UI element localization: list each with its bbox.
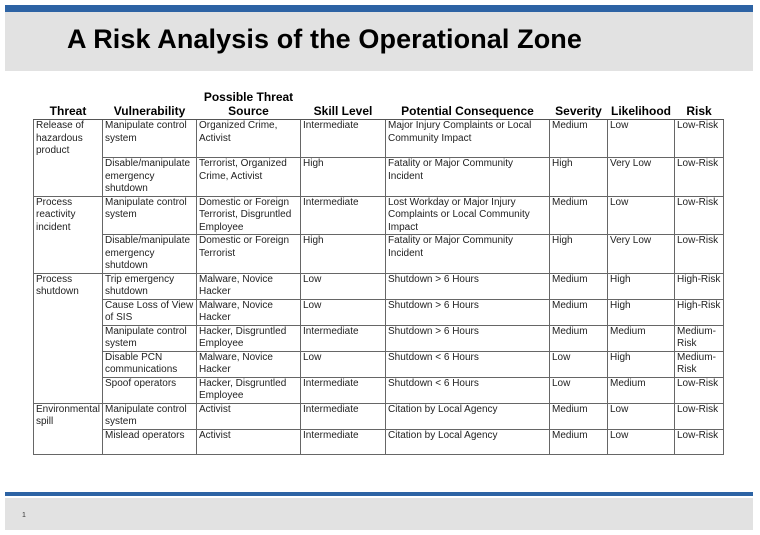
skill-cell: Low <box>301 299 386 325</box>
likelihood-cell: Medium <box>608 377 675 403</box>
header-vulnerability: Vulnerability <box>103 90 197 120</box>
table-row <box>34 158 724 197</box>
threat-cell: Process reactivity incident <box>34 196 103 273</box>
vulnerability-cell: Cause Loss of View of SIS <box>103 299 197 325</box>
table-row <box>34 120 724 158</box>
skill-cell: High <box>301 235 386 274</box>
source-cell: Activist <box>197 403 301 429</box>
risk-cell: Medium-Risk <box>675 325 724 351</box>
table-row <box>34 299 724 325</box>
consequence-cell: Lost Workday or Major Injury Complaints or Local Community Impact <box>386 196 550 235</box>
consequence-cell: Citation by Local Agency <box>386 429 550 454</box>
vulnerability-cell: Manipulate control system <box>103 196 197 235</box>
source-cell: Malware, Novice Hacker <box>197 299 301 325</box>
likelihood-cell: Very Low <box>608 235 675 274</box>
vulnerability-cell: Manipulate control system <box>103 403 197 429</box>
severity-cell: Medium <box>550 273 608 299</box>
vulnerability-cell: Disable/manipulate emergency shutdown <box>103 235 197 274</box>
source-cell: Malware, Novice Hacker <box>197 273 301 299</box>
top-accent-bar <box>5 5 753 12</box>
bottom-accent-bar <box>5 492 753 496</box>
risk-cell: High-Risk <box>675 299 724 325</box>
consequence-cell: Shutdown > 6 Hours <box>386 273 550 299</box>
risk-cell: Medium-Risk <box>675 351 724 377</box>
skill-cell: Intermediate <box>301 429 386 454</box>
header-consequence: Potential Consequence <box>386 90 550 120</box>
page-number: 1 <box>22 512 26 519</box>
skill-cell: Intermediate <box>301 377 386 403</box>
table-row <box>34 196 724 235</box>
risk-cell: High-Risk <box>675 273 724 299</box>
severity-cell: Medium <box>550 325 608 351</box>
consequence-cell: Citation by Local Agency <box>386 403 550 429</box>
table-row <box>34 403 724 429</box>
consequence-cell: Shutdown > 6 Hours <box>386 299 550 325</box>
table-row <box>34 273 724 299</box>
header-threat: Threat <box>34 90 103 120</box>
source-cell: Terrorist, Organized Crime, Activist <box>197 158 301 197</box>
threat-cell: Environmental spill <box>34 403 103 454</box>
risk-analysis-table <box>33 90 724 455</box>
footer-band <box>5 498 753 530</box>
source-cell: Domestic or Foreign Terrorist <box>197 235 301 274</box>
source-cell: Organized Crime, Activist <box>197 120 301 158</box>
consequence-cell: Major Injury Complaints or Local Community Impact <box>386 120 550 158</box>
source-cell: Domestic or Foreign Terrorist, Disgruntled Employee <box>197 196 301 235</box>
severity-cell: High <box>550 158 608 197</box>
skill-cell: High <box>301 158 386 197</box>
table-header-row <box>34 90 724 120</box>
skill-cell: Low <box>301 273 386 299</box>
source-cell: Activist <box>197 429 301 454</box>
risk-cell: Low-Risk <box>675 158 724 197</box>
risk-cell: Low-Risk <box>675 196 724 235</box>
vulnerability-cell: Disable PCN communications <box>103 351 197 377</box>
risk-cell: Low-Risk <box>675 235 724 274</box>
severity-cell: Medium <box>550 120 608 158</box>
skill-cell: Intermediate <box>301 196 386 235</box>
header-skill: Skill Level <box>301 90 386 120</box>
risk-cell: Low-Risk <box>675 377 724 403</box>
table-row <box>34 351 724 377</box>
risk-cell: Low-Risk <box>675 403 724 429</box>
vulnerability-cell: Disable/manipulate emergency shutdown <box>103 158 197 197</box>
consequence-cell: Fatality or Major Community Incident <box>386 235 550 274</box>
table-row <box>34 429 724 454</box>
header-source: Possible Threat Source <box>197 90 301 120</box>
severity-cell: Medium <box>550 429 608 454</box>
skill-cell: Intermediate <box>301 120 386 158</box>
vulnerability-cell: Manipulate control system <box>103 120 197 158</box>
table-row <box>34 235 724 274</box>
likelihood-cell: Low <box>608 403 675 429</box>
skill-cell: Intermediate <box>301 325 386 351</box>
severity-cell: High <box>550 235 608 274</box>
header-likelihood: Likelihood <box>608 90 675 120</box>
header-risk: Risk <box>675 90 724 120</box>
skill-cell: Intermediate <box>301 403 386 429</box>
vulnerability-cell: Mislead operators <box>103 429 197 454</box>
likelihood-cell: High <box>608 299 675 325</box>
likelihood-cell: Low <box>608 429 675 454</box>
vulnerability-cell: Trip emergency shutdown <box>103 273 197 299</box>
threat-cell: Release of hazardous product <box>34 120 103 197</box>
likelihood-cell: Low <box>608 120 675 158</box>
likelihood-cell: High <box>608 273 675 299</box>
source-cell: Hacker, Disgruntled Employee <box>197 325 301 351</box>
consequence-cell: Shutdown > 6 Hours <box>386 325 550 351</box>
severity-cell: Medium <box>550 196 608 235</box>
table-row <box>34 377 724 403</box>
severity-cell: Low <box>550 351 608 377</box>
threat-cell: Process shutdown <box>34 273 103 403</box>
severity-cell: Medium <box>550 403 608 429</box>
consequence-cell: Shutdown < 6 Hours <box>386 377 550 403</box>
risk-cell: Low-Risk <box>675 429 724 454</box>
likelihood-cell: Very Low <box>608 158 675 197</box>
severity-cell: Medium <box>550 299 608 325</box>
source-cell: Malware, Novice Hacker <box>197 351 301 377</box>
header-severity: Severity <box>550 90 608 120</box>
slide-title: A Risk Analysis of the Operational Zone <box>67 24 583 54</box>
vulnerability-cell: Manipulate control system <box>103 325 197 351</box>
consequence-cell: Fatality or Major Community Incident <box>386 158 550 197</box>
likelihood-cell: Low <box>608 196 675 235</box>
severity-cell: Low <box>550 377 608 403</box>
likelihood-cell: High <box>608 351 675 377</box>
likelihood-cell: Medium <box>608 325 675 351</box>
consequence-cell: Shutdown < 6 Hours <box>386 351 550 377</box>
source-cell: Hacker, Disgruntled Employee <box>197 377 301 403</box>
skill-cell: Low <box>301 351 386 377</box>
vulnerability-cell: Spoof operators <box>103 377 197 403</box>
risk-cell: Low-Risk <box>675 120 724 158</box>
table-row <box>34 325 724 351</box>
